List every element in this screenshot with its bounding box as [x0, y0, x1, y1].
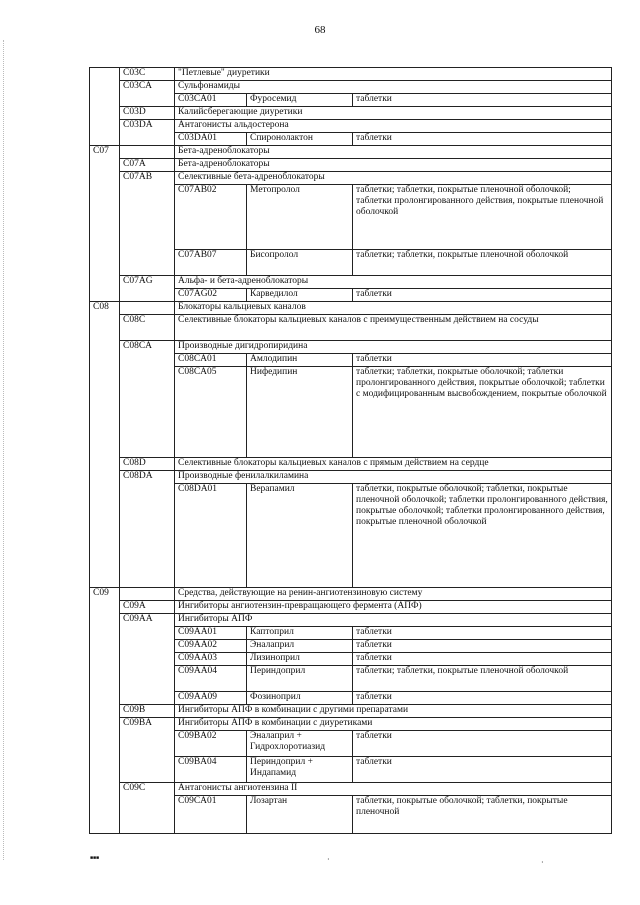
- subgroup-code-cell: C09AA: [120, 614, 175, 627]
- subgroup-code-cell: C08CA: [120, 341, 175, 354]
- table-row: [90, 692, 612, 705]
- group-code-cell: [90, 757, 120, 783]
- group-title-cell: Антагонисты альдостерона: [175, 120, 612, 133]
- drug-name-cell: Эналаприл + Гидрохлоротиазид: [247, 731, 353, 757]
- table-row: [90, 640, 612, 653]
- subgroup-code-cell: [120, 250, 175, 276]
- drug-name-cell: Периндоприл: [247, 666, 353, 692]
- dosage-form-cell: таблетки: [353, 640, 612, 653]
- group-code-cell: [90, 354, 120, 367]
- group-title-cell: Ингибиторы АПФ в комбинации с диуретиками: [175, 718, 612, 731]
- group-title-cell: Альфа- и бета-адреноблокаторы: [175, 276, 612, 289]
- group-title-cell: "Петлевые" диуретики: [175, 68, 612, 81]
- dosage-form-cell: таблетки: [353, 731, 612, 757]
- drug-code-cell: C08DA01: [175, 484, 247, 588]
- group-code-cell: [90, 315, 120, 341]
- subgroup-code-cell: [120, 146, 175, 159]
- subgroup-code-cell: C07A: [120, 159, 175, 172]
- drug-name-cell: Спиронолактон: [247, 133, 353, 146]
- table-row: [90, 146, 612, 159]
- table-row: [90, 484, 612, 588]
- drug-name-cell: Эналаприл: [247, 640, 353, 653]
- subgroup-code-cell: [120, 796, 175, 834]
- table-row: [90, 276, 612, 289]
- table-row: [90, 315, 612, 341]
- drug-code-cell: C08CA01: [175, 354, 247, 367]
- group-code-cell: [90, 627, 120, 640]
- subgroup-code-cell: [120, 666, 175, 692]
- group-code-cell: [90, 81, 120, 94]
- group-title-cell: Селективные блокаторы кальциевых каналов с преимущественным действием на сосуды: [175, 315, 612, 341]
- group-code-cell: [90, 783, 120, 796]
- subgroup-code-cell: C08DA: [120, 471, 175, 484]
- table-row: [90, 783, 612, 796]
- group-title-cell: Ингибиторы АПФ: [175, 614, 612, 627]
- group-code-cell: [90, 471, 120, 484]
- group-title-cell: Производные фенилалкиламина: [175, 471, 612, 484]
- group-code-cell: [90, 692, 120, 705]
- subgroup-code-cell: C09C: [120, 783, 175, 796]
- subgroup-code-cell: [120, 640, 175, 653]
- subgroup-code-cell: [120, 367, 175, 458]
- subgroup-code-cell: C08D: [120, 458, 175, 471]
- group-code-cell: [90, 458, 120, 471]
- subgroup-code-cell: C03C: [120, 68, 175, 81]
- table-row: [90, 159, 612, 172]
- dosage-form-cell: таблетки; таблетки, покрытые пленочной оболочкой: [353, 666, 612, 692]
- table-row: [90, 185, 612, 250]
- drug-name-cell: Метопролол: [247, 185, 353, 250]
- table-row: [90, 94, 612, 107]
- group-code-cell: [90, 107, 120, 120]
- group-code-cell: [90, 185, 120, 250]
- drug-code-cell: C07AB02: [175, 185, 247, 250]
- group-code-cell: [90, 250, 120, 276]
- drug-code-cell: C09AA01: [175, 627, 247, 640]
- dosage-form-cell: таблетки: [353, 757, 612, 783]
- group-code-cell: [90, 653, 120, 666]
- subgroup-code-cell: [120, 302, 175, 315]
- table-row: [90, 354, 612, 367]
- drug-code-cell: C03CA01: [175, 94, 247, 107]
- subgroup-code-cell: [120, 185, 175, 250]
- page-number: 68: [314, 24, 326, 36]
- group-code-cell: [90, 484, 120, 588]
- group-title-cell: Сульфонамиды: [175, 81, 612, 94]
- group-code-cell: C09: [90, 588, 120, 601]
- drug-name-cell: Лизиноприл: [247, 653, 353, 666]
- group-title-cell: Калийсберегающие диуретики: [175, 107, 612, 120]
- table-row: [90, 133, 612, 146]
- group-code-cell: [90, 159, 120, 172]
- subgroup-code-cell: [120, 588, 175, 601]
- table-row: [90, 796, 612, 834]
- group-code-cell: C07: [90, 146, 120, 159]
- dosage-form-cell: таблетки: [353, 354, 612, 367]
- table-row: [90, 653, 612, 666]
- table-row: [90, 68, 612, 81]
- subgroup-code-cell: [120, 627, 175, 640]
- subgroup-code-cell: [120, 653, 175, 666]
- table-row: [90, 705, 612, 718]
- drug-name-cell: Каптоприл: [247, 627, 353, 640]
- dosage-form-cell: таблетки: [353, 94, 612, 107]
- table-row: [90, 614, 612, 627]
- group-code-cell: [90, 614, 120, 627]
- group-code-cell: [90, 68, 120, 81]
- subgroup-code-cell: C09BA: [120, 718, 175, 731]
- group-code-cell: C08: [90, 302, 120, 315]
- drug-name-cell: Амлодипин: [247, 354, 353, 367]
- group-code-cell: [90, 666, 120, 692]
- group-code-cell: [90, 94, 120, 107]
- table-row: [90, 666, 612, 692]
- group-title-cell: Ингибиторы ангиотензин-превращающего фермента (АПФ): [175, 601, 612, 614]
- drug-code-cell: C09AA02: [175, 640, 247, 653]
- table-row: [90, 341, 612, 354]
- dosage-form-cell: таблетки: [353, 289, 612, 302]
- drug-code-cell: C09BA04: [175, 757, 247, 783]
- group-title-cell: Ингибиторы АПФ в комбинации с другими препаратами: [175, 705, 612, 718]
- drug-name-cell: Фозиноприл: [247, 692, 353, 705]
- subgroup-code-cell: C03DA: [120, 120, 175, 133]
- group-code-cell: [90, 718, 120, 731]
- drug-code-cell: C09BA02: [175, 731, 247, 757]
- table-row: [90, 107, 612, 120]
- group-code-cell: [90, 289, 120, 302]
- scan-dot: ·: [541, 858, 544, 867]
- table-row: [90, 718, 612, 731]
- group-code-cell: [90, 367, 120, 458]
- group-title-cell: Средства, действующие на ренин-ангиотензиновую систему: [175, 588, 612, 601]
- subgroup-code-cell: [120, 354, 175, 367]
- drug-name-cell: Лозартан: [247, 796, 353, 834]
- dosage-form-cell: таблетки, покрытые оболочкой; таблетки, покрытые пленочной: [353, 796, 612, 834]
- subgroup-code-cell: C09B: [120, 705, 175, 718]
- table-row: [90, 588, 612, 601]
- drug-name-cell: Верапамил: [247, 484, 353, 588]
- table-row: [90, 731, 612, 757]
- dosage-form-cell: таблетки; таблетки, покрытые пленочной оболочкой: [353, 250, 612, 276]
- dosage-form-cell: таблетки: [353, 627, 612, 640]
- dosage-form-cell: таблетки: [353, 653, 612, 666]
- table-row: [90, 601, 612, 614]
- dosage-form-cell: таблетки: [353, 692, 612, 705]
- group-title-cell: Бета-адреноблокаторы: [175, 146, 612, 159]
- drug-code-cell: C09CA01: [175, 796, 247, 834]
- subgroup-code-cell: [120, 731, 175, 757]
- dosage-form-cell: таблетки; таблетки, покрытые оболочкой; таблетки пролонгированного действия, покрытые оболочкой; таблетки с модифицированным высвобождением, покрытые оболочкой: [353, 367, 612, 458]
- group-title-cell: Производные дигидропиридина: [175, 341, 612, 354]
- drug-code-cell: C07AG02: [175, 289, 247, 302]
- group-code-cell: [90, 731, 120, 757]
- table-row: [90, 302, 612, 315]
- drug-code-cell: C08CA05: [175, 367, 247, 458]
- drug-code-cell: C07AB07: [175, 250, 247, 276]
- drug-list-table: [89, 67, 612, 834]
- drug-name-cell: Карведилол: [247, 289, 353, 302]
- drug-name-cell: Периндоприл + Индапамид: [247, 757, 353, 783]
- subgroup-code-cell: C09A: [120, 601, 175, 614]
- subgroup-code-cell: [120, 757, 175, 783]
- table-row: [90, 458, 612, 471]
- group-title-cell: Блокаторы кальциевых каналов: [175, 302, 612, 315]
- drug-code-cell: C09AA03: [175, 653, 247, 666]
- drug-code-cell: C09AA09: [175, 692, 247, 705]
- group-title-cell: Селективные бета-адреноблокаторы: [175, 172, 612, 185]
- drug-name-cell: Нифедипин: [247, 367, 353, 458]
- drug-code-cell: C03DA01: [175, 133, 247, 146]
- table-row: [90, 367, 612, 458]
- group-code-cell: [90, 705, 120, 718]
- subgroup-code-cell: C07AB: [120, 172, 175, 185]
- dosage-form-cell: таблетки: [353, 133, 612, 146]
- scan-edge-shadow: [3, 40, 5, 860]
- scan-dot: ·: [327, 855, 330, 864]
- table-row: [90, 120, 612, 133]
- table-row: [90, 250, 612, 276]
- dosage-form-cell: таблетки, покрытые оболочкой; таблетки, покрытые пленочной оболочкой; таблетки пролонгированного действия, покрытые оболочкой; таблетки пролонгированного действия, покрытые пленочной оболочкой: [353, 484, 612, 588]
- drug-name-cell: Фуросемид: [247, 94, 353, 107]
- subgroup-code-cell: C07AG: [120, 276, 175, 289]
- scan-mark: ■■■: [90, 855, 100, 861]
- table-row: [90, 172, 612, 185]
- group-title-cell: Бета-адреноблокаторы: [175, 159, 612, 172]
- subgroup-code-cell: C03CA: [120, 81, 175, 94]
- drug-code-cell: C09AA04: [175, 666, 247, 692]
- group-code-cell: [90, 276, 120, 289]
- group-code-cell: [90, 172, 120, 185]
- dosage-form-cell: таблетки; таблетки, покрытые пленочной оболочкой; таблетки пролонгированного действия, покрытые пленочной оболочкой: [353, 185, 612, 250]
- subgroup-code-cell: [120, 484, 175, 588]
- table-row: [90, 627, 612, 640]
- group-code-cell: [90, 601, 120, 614]
- subgroup-code-cell: [120, 289, 175, 302]
- group-code-cell: [90, 341, 120, 354]
- table-row: [90, 757, 612, 783]
- subgroup-code-cell: [120, 692, 175, 705]
- group-code-cell: [90, 133, 120, 146]
- subgroup-code-cell: [120, 94, 175, 107]
- group-title-cell: Селективные блокаторы кальциевых каналов с прямым действием на сердце: [175, 458, 612, 471]
- subgroup-code-cell: C03D: [120, 107, 175, 120]
- subgroup-code-cell: C08C: [120, 315, 175, 341]
- group-title-cell: Антагонисты ангиотензина II: [175, 783, 612, 796]
- table-row: [90, 81, 612, 94]
- subgroup-code-cell: [120, 133, 175, 146]
- group-code-cell: [90, 120, 120, 133]
- table-row: [90, 289, 612, 302]
- group-code-cell: [90, 640, 120, 653]
- group-code-cell: [90, 796, 120, 834]
- drug-name-cell: Бисопролол: [247, 250, 353, 276]
- table-row: [90, 471, 612, 484]
